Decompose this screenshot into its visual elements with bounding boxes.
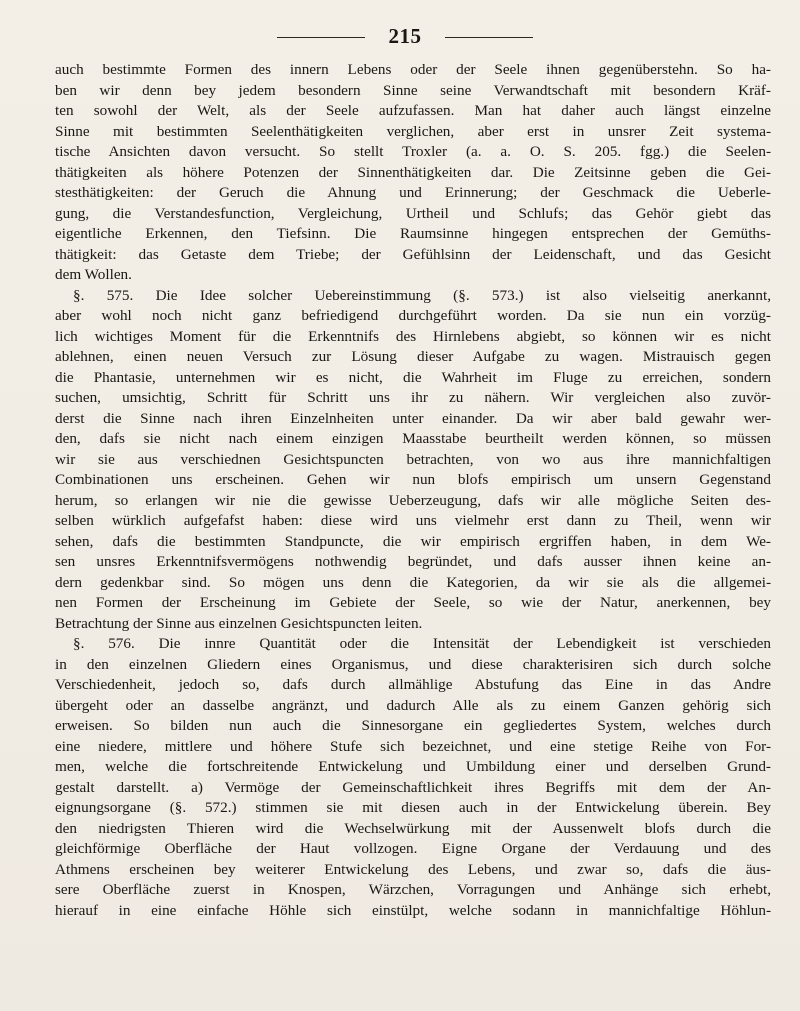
text-line: eigentliche Erkennen, den Tiefsinn. Die Raumsinne hingegen entsprechen der Gemüths- [55, 225, 771, 242]
text-line: stesthätigkeiten: der Geruch die Ahnung und Erinnerung; der Geschmack die Ueberle- [55, 184, 771, 201]
text-line: aber wohl noch nicht ganz befriedigend durchgeführt worden. Da sie nun ein vorzüg- [55, 307, 771, 324]
text-line: sehen, dafs die bestimmten Standpuncte, die wir empirisch ergriffen haben, in dem We- [55, 532, 771, 550]
body-text [55, 60, 771, 921]
text-line: sere Oberfläche zuerst in Knospen, Wärzchen, Vorragungen und Anhänge sich erhebt, [55, 881, 771, 898]
text-line: ten sowohl der Welt, als der Seele aufzufassen. Man hat daher auch längst einzelne [55, 102, 771, 119]
text-line: in den einzelnen Gliedern eines Organismus, und diese charakterisiren sich durch solche [55, 655, 771, 673]
text-line: wir sie aus verschiednen Gesichtspuncten betrachten, von wo aus ihre mannichfaltigen [55, 450, 771, 468]
text-line: Combinationen uns erscheinen. Gehen wir nun blofs empirisch um unsern Gegenstand [55, 471, 771, 488]
text-line: übergeht oder an dasselbe angränzt, und dadurch Alle als zu einem Ganzen gehörig sich [55, 696, 771, 714]
page-header [0, 22, 800, 52]
text-line: ben wir denn bey jedem besondern Sinne seine Verwandtschaft mit besondern Kräf- [55, 81, 771, 99]
text-line: gleichförmige Oberfläche der Haut vollzogen. Eigne Organe der Verdauung und des [55, 840, 771, 857]
text-line: derst die Sinne nach ihren Einzelnheiten unter einander. Da wir aber bald gewahr wer- [55, 409, 771, 427]
text-line: suchen, umsichtig, Schritt für Schritt uns ihr zu nähern. Wir vergleichen also zuvör- [55, 389, 771, 406]
text-line: §. 575. Die Idee solcher Uebereinstimmung (§. 573.) ist also vielseitig anerkannt, [73, 286, 771, 304]
text-line: herum, so erlangen wir nie die gewisse Ueberzeugung, dafs wir alle mögliche Seiten des- [55, 491, 771, 509]
text-line: auch bestimmte Formen des innern Lebens oder der Seele ihnen gegenüberstehn. So ha- [55, 61, 771, 78]
text-line: gung, die Verstandesfunction, Vergleichung, Urtheil und Schlufs; das Gehör giebt das [55, 204, 771, 222]
text-line: men, welche die fortschreitende Entwickelung und Umbildung einer und derselben Grund- [55, 758, 771, 775]
text-line: hierauf in eine einfache Höhle sich einstülpt, welche sodann in mannichfaltige Höhlun- [55, 901, 771, 919]
text-line: §. 576. Die innre Quantität oder die Intensität der Lebendigkeit ist verschieden [73, 635, 771, 652]
text-line: dem Wollen. [55, 266, 132, 283]
page-number: 215 [388, 24, 422, 48]
text-line: den niedrigsten Thieren wird die Wechselwürkung mit der Aussenwelt blofs durch die [55, 819, 771, 837]
text-line: tische Ansichten davon versucht. So stellt Troxler (a. a. O. S. 205. fgg.) die Seelen- [55, 143, 771, 160]
text-line: die Phantasie, unternehmen wir es nicht, die Wahrheit im Fluge zu erreichen, sondern [55, 368, 771, 386]
text-line: thätigkeit: das Getaste dem Triebe; der Gefühlsinn der Leidenschaft, und das Gesicht [55, 245, 771, 263]
text-line: eine niedere, mittlere und höhere Stufe sich bezeichnet, und eine stetige Reihe von For- [55, 737, 771, 755]
text-line: sen unsres Erkenntnifsvermögens nothwendig begründet, und dafs ausser ihnen keine an- [55, 553, 771, 570]
text-line: Sinne mit bestimmten Seelenthätigkeiten verglichen, aber erst in unsrer Zeit systema- [55, 122, 771, 140]
text-line: dern gedenkbar sind. So mögen uns denn die Kategorien, da wir sie als die allgemei- [55, 573, 771, 591]
text-line: ablehnen, einen neuen Versuch zur Lösung dieser Aufgabe zu wagen. Mistrauisch gegen [55, 348, 771, 365]
text-line: den, dafs sie nicht nach einem einzigen Maasstabe beurtheilt werden können, so müssen [55, 430, 771, 447]
text-line: selben würklich aufgefafst haben: diese wird uns vielmehr erst dann zu Theil, wenn wir [55, 512, 771, 529]
text-line: Betrachtung der Sinne aus einzelnen Gesichtspuncten leiten. [55, 614, 423, 632]
header-rule-left [277, 37, 365, 38]
text-line: Athmens erscheinen bey weiterer Entwickelung des Lebens, und zwar so, dafs die äus- [55, 860, 771, 878]
text-line: erweisen. So bilden nun auch die Sinnesorgane ein gegliedertes System, welches durch [55, 717, 771, 734]
text-line: gestalt darstellt. a) Vermöge der Gemeinschaftlichkeit ihres Begriffs mit dem der An- [55, 778, 771, 796]
text-line: lich wichtiges Moment für die Erkenntnifs des Hirnlebens abgiebt, so können wir es nicht [55, 327, 771, 345]
text-line: Verschiedenheit, jedoch so, dafs durch allmählige Abstufung das Eine in das Andre [55, 676, 771, 693]
text-line: thätigkeiten als höhere Potenzen der Sinnenthätigkeiten dar. Die Zeitsinne geben die Gei- [55, 163, 771, 181]
text-line: nen Formen der Erscheinung im Gebiete der Seele, so wie der Natur, anerkennen, bey [55, 594, 771, 611]
header-rule-right [445, 37, 533, 38]
text-line: eignungsorgane (§. 572.) stimmen sie mit diesen auch in der Entwickelung überein. Bey [55, 799, 771, 816]
